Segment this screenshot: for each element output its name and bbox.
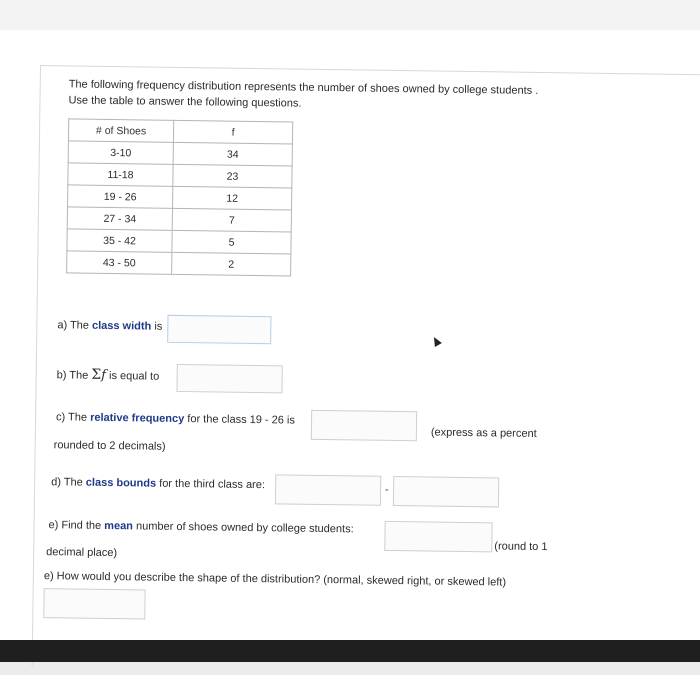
mouse-cursor-icon [430, 335, 441, 347]
class-cell: 27 - 34 [67, 207, 172, 230]
frequency-cell: 34 [173, 142, 292, 166]
mean-input[interactable] [384, 521, 492, 553]
question-d: d) The class bounds for the third class are: [51, 476, 266, 492]
question-c: c) The relative frequency for the class 19 - 26 is [55, 411, 296, 427]
frequency-cell: 5 [172, 230, 291, 254]
table-row [68, 163, 292, 188]
class-cell: 35 - 42 [67, 229, 172, 252]
table-header-row [68, 119, 292, 144]
term-class-width: class width [91, 319, 152, 333]
instructions [68, 76, 538, 115]
instructions-line-1: The following frequency distribution represents the number of shoes owned by college students . [68, 78, 539, 97]
upper-bound-input[interactable] [393, 476, 499, 507]
frequency-cell: 12 [173, 186, 292, 210]
class-cell: 3-10 [68, 141, 173, 164]
table-row [68, 185, 292, 210]
shape-input[interactable] [43, 588, 145, 619]
table-row [67, 229, 291, 254]
term-class-bounds: class bounds [85, 476, 157, 490]
class-cell: 11-18 [68, 163, 173, 186]
bottom-bar [0, 640, 700, 662]
lower-bound-input[interactable] [275, 474, 381, 505]
sum-f-input[interactable] [176, 364, 282, 393]
bounds-separator: - [385, 483, 389, 496]
question-b: b) The Σf is equal to [56, 366, 160, 383]
frequency-cell: 23 [173, 164, 292, 188]
frequency-cell: 2 [172, 252, 291, 276]
frequency-cell: 7 [172, 208, 291, 232]
header-frequency: f [173, 120, 292, 144]
question-e-note: (round to 1 [494, 540, 548, 554]
table-row [67, 207, 291, 232]
question-c-note: (express as a percent [430, 426, 537, 440]
question-c-line-2: rounded to 2 decimals) [53, 439, 166, 453]
top-bar [0, 0, 700, 30]
class-cell: 19 - 26 [68, 185, 173, 208]
table-row [67, 251, 291, 276]
question-a: a) The class width is [57, 319, 163, 333]
table-row [68, 141, 292, 166]
question-e-mean: e) Find the mean number of shoes owned by college students: [48, 519, 354, 536]
f-symbol: f [101, 367, 107, 383]
term-relative-frequency: relative frequency [90, 411, 185, 426]
question-content [32, 65, 700, 675]
question-page [0, 30, 700, 640]
frequency-table [66, 118, 293, 276]
relative-frequency-input[interactable] [311, 410, 417, 441]
class-cell: 43 - 50 [67, 251, 172, 274]
sigma-symbol: Σ [91, 366, 102, 383]
class-width-input[interactable] [167, 315, 271, 344]
question-e-shape: e) How would you describe the shape of the distribution? (normal, skewed right, or skewed left) [43, 570, 507, 589]
question-e-line-2: decimal place) [46, 546, 118, 560]
header-shoes: # of Shoes [68, 119, 173, 142]
instructions-line-2: Use the table to answer the following questions. [68, 94, 302, 110]
term-mean: mean [104, 519, 134, 533]
